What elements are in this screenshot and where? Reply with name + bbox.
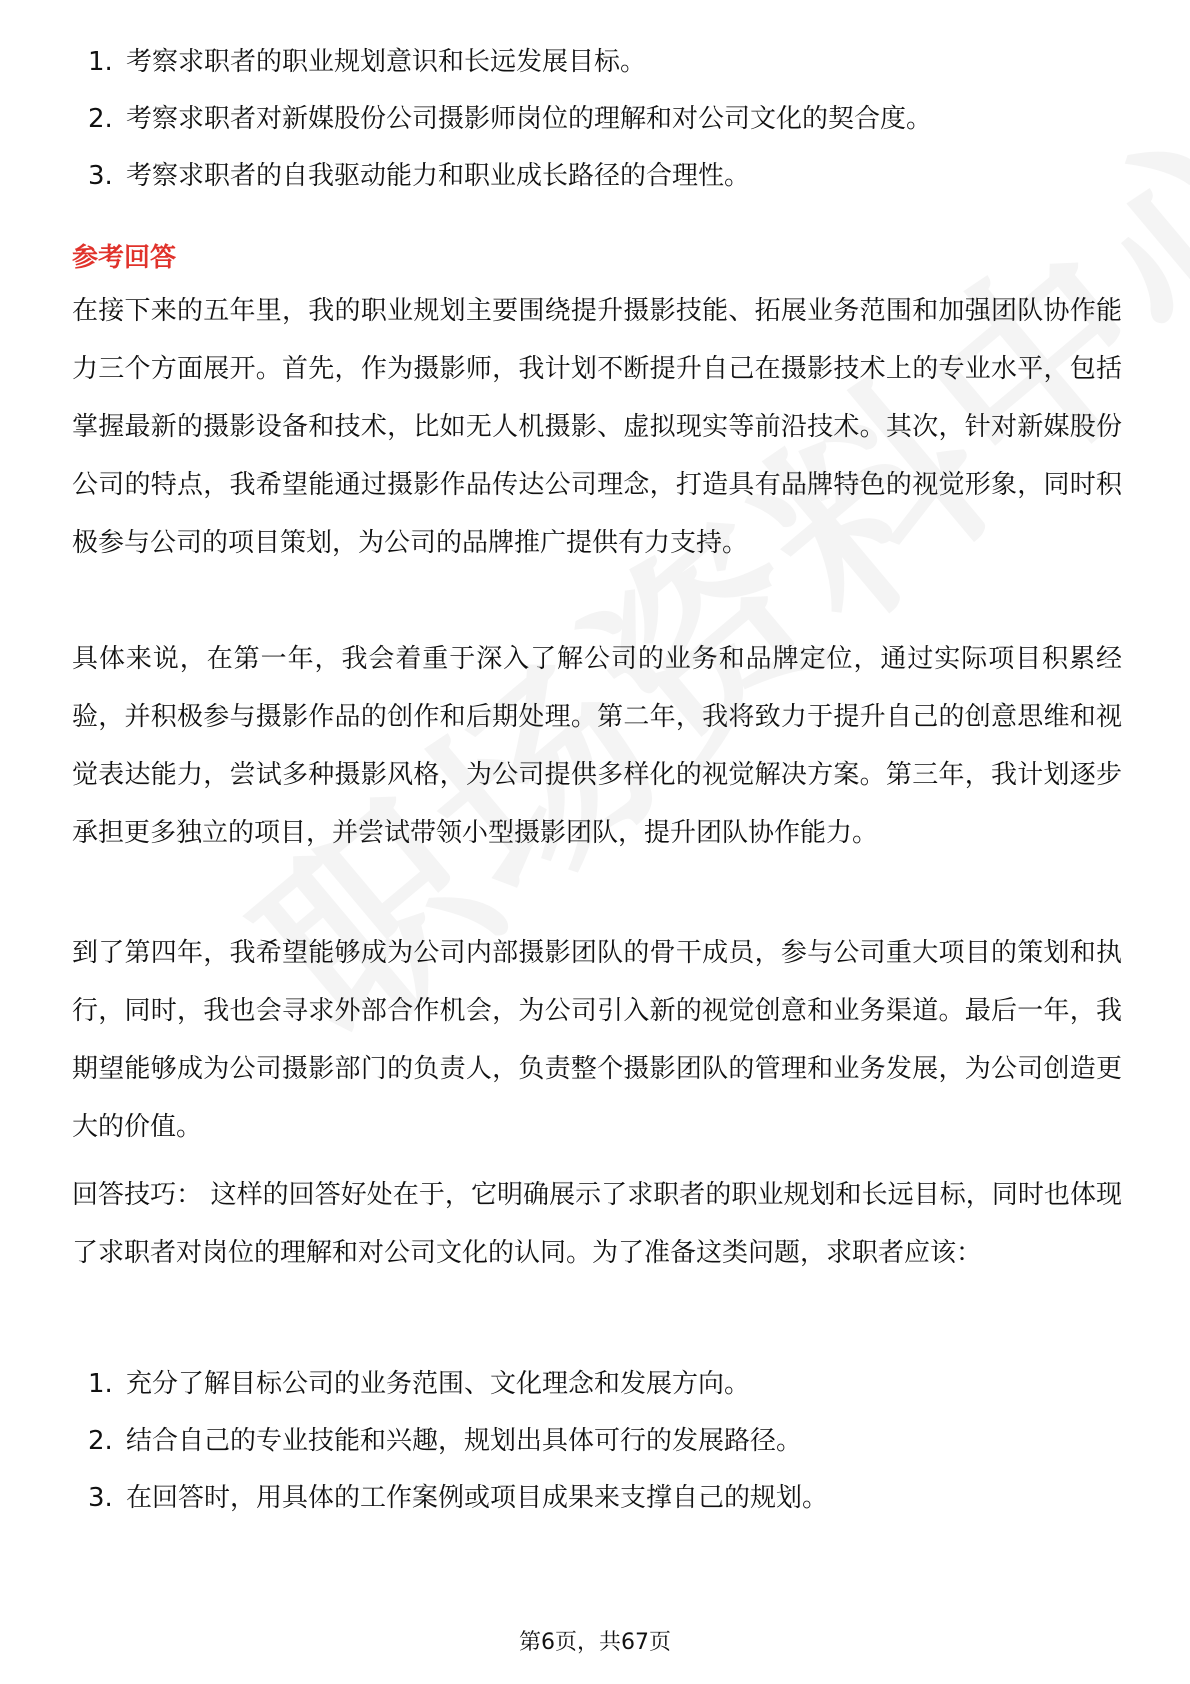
list-item-number: 1. xyxy=(88,47,113,77)
list-item-text: 在回答时，用具体的工作案例或项目成果来支撑自己的规划。 xyxy=(126,1483,829,1513)
list-item-number: 2. xyxy=(88,104,113,134)
list-item xyxy=(72,148,1122,205)
list-item-number: 1. xyxy=(88,1369,113,1399)
list-item xyxy=(72,34,1122,91)
list-item-number: 3. xyxy=(88,1483,113,1513)
answer-paragraph: 具体来说，在第一年，我会着重于深入了解公司的业务和品牌定位，通过实际项目积累经验，并积极参与摄影作品的创作和后期处理。第二年，我将致力于提升自己的创意思维和视觉表达能力，尝试多种摄影风格，为公司提供多样化的视觉解决方案。第三年，我计划逐步承担更多独立的项目，并尝试带领小型摄影团队，提升团队协作能力。 xyxy=(72,644,1122,848)
list-item xyxy=(72,1413,1122,1470)
answer-paragraph: 在接下来的五年里，我的职业规划主要围绕提升摄影技能、拓展业务范围和加强团队协作能力三个方面展开。首先，作为摄影师，我计划不断提升自己在摄影技术上的专业水平，包括掌握最新的摄影设备和技术，比如无人机摄影、虚拟现实等前沿技术。其次，针对新媒股份公司的特点，我希望能通过摄影作品传达公司理念，打造具有品牌特色的视觉形象，同时积极参与公司的项目策划，为公司的品牌推广提供有力支持。 xyxy=(72,296,1122,558)
page-number-footer: 第6页，共67页 xyxy=(519,1630,671,1655)
evaluation-points-list xyxy=(72,34,1122,205)
list-item-number: 2. xyxy=(88,1426,113,1456)
list-item-text: 结合自己的专业技能和兴趣，规划出具体可行的发展路径。 xyxy=(126,1426,803,1456)
list-item xyxy=(72,1470,1122,1527)
reference-answer-heading: 参考回答 xyxy=(72,243,177,273)
answer-paragraph: 到了第四年，我希望能够成为公司内部摄影团队的骨干成员，参与公司重大项目的策划和执行，同时，我也会寻求外部合作机会，为公司引入新的视觉创意和业务渠道。最后一年，我期望能够成为公司摄影部门的负责人，负责整个摄影团队的管理和业务发展，为公司创造更大的价值。 xyxy=(72,938,1122,1142)
answer-tips-paragraph: 回答技巧： 这样的回答好处在于，它明确展示了求职者的职业规划和长远目标，同时也体现了求职者对岗位的理解和对公司文化的认同。为了准备这类问题，求职者应该： xyxy=(72,1180,1122,1268)
list-item-text: 考察求职者的职业规划意识和长远发展目标。 xyxy=(126,47,647,77)
preparation-tips-list xyxy=(72,1356,1122,1527)
list-item-text: 考察求职者对新媒股份公司摄影师岗位的理解和对公司文化的契合度。 xyxy=(126,104,933,134)
list-item-number: 3. xyxy=(88,161,113,191)
list-item xyxy=(72,91,1122,148)
list-item-text: 考察求职者的自我驱动能力和职业成长路径的合理性。 xyxy=(126,161,751,191)
list-item-text: 充分了解目标公司的业务范围、文化理念和发展方向。 xyxy=(126,1369,751,1399)
list-item xyxy=(72,1356,1122,1413)
